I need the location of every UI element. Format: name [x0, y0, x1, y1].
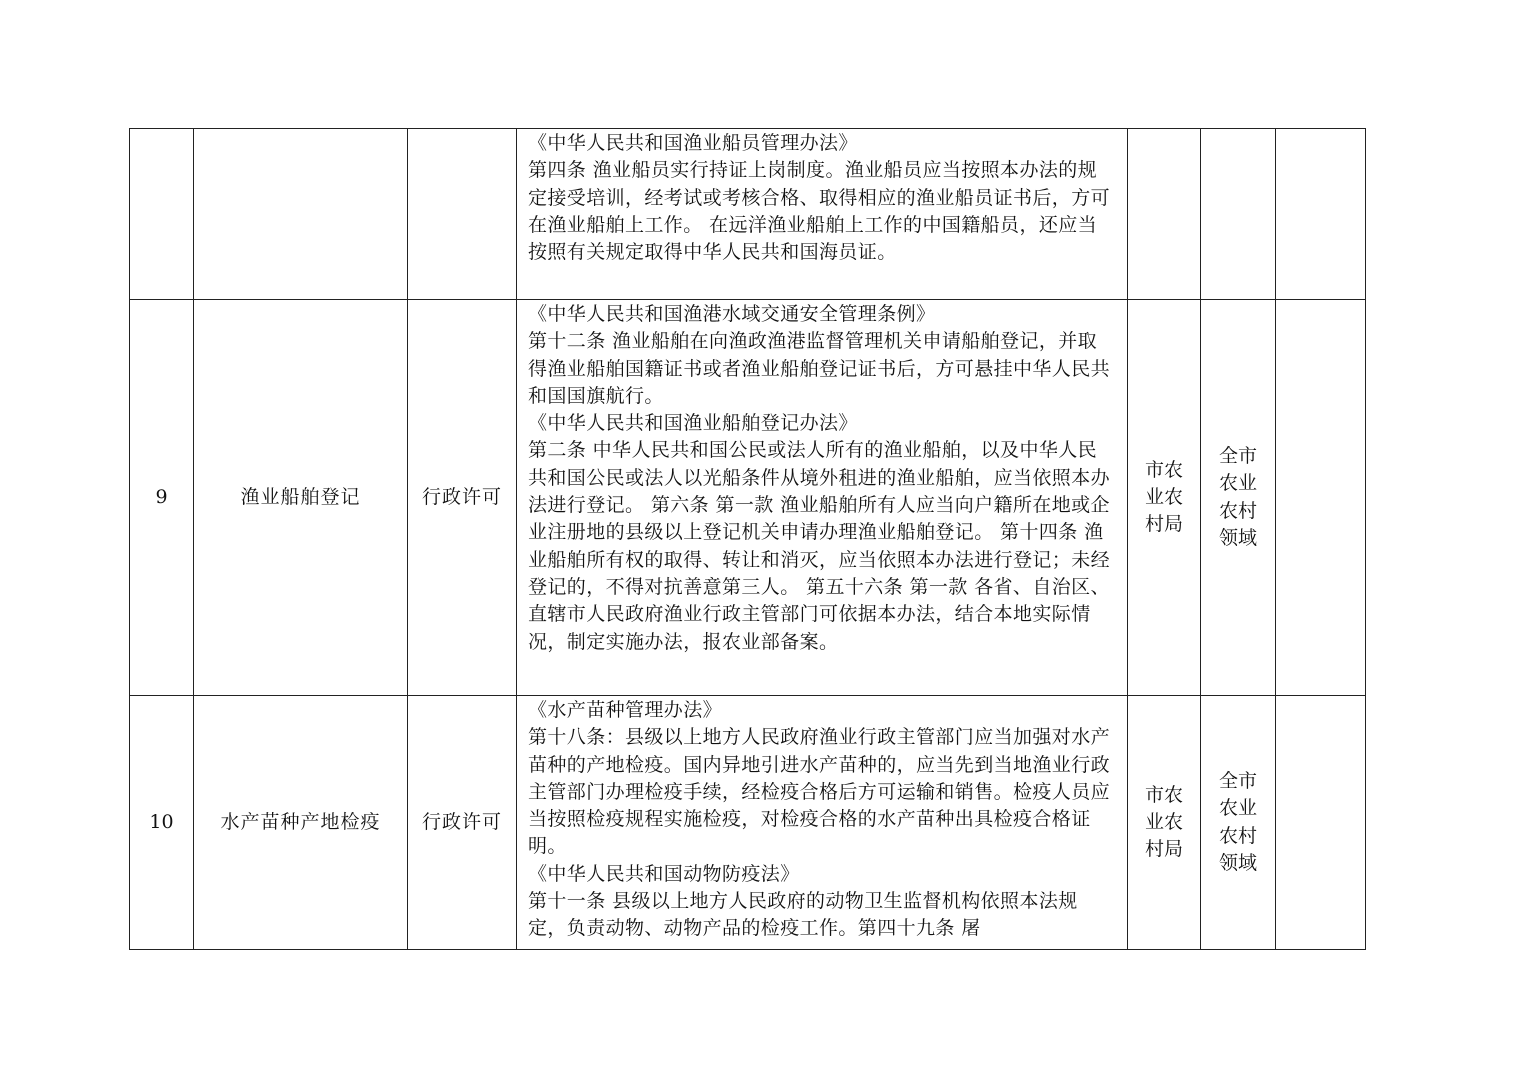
table-row	[130, 129, 1366, 300]
scope-line: 领域	[1218, 851, 1257, 874]
note-cell	[1276, 300, 1366, 696]
note-cell	[1276, 696, 1366, 950]
department-line: 业农	[1144, 810, 1183, 833]
table-row	[130, 300, 1366, 696]
scope-cell	[1201, 129, 1276, 300]
department-line: 市农	[1144, 783, 1183, 806]
item-type-cell	[408, 129, 517, 300]
department-line: 市农	[1144, 458, 1183, 481]
scope-cell	[1201, 300, 1276, 696]
item-name-cell: 渔业船舶登记	[194, 300, 408, 696]
item-number-cell	[130, 129, 194, 300]
scope-line: 农业	[1218, 472, 1257, 495]
legal-basis-cell: 《中华人民共和国渔业船员管理办法》 第四条 渔业船员实行持证上岗制度。渔业船员应当按照本办法的规定接受培训，经考试或考核合格、取得相应的渔业船员证书后，方可在渔业船舶上工作。 在远洋渔业船舶上工作的中国籍船员，还应当按照有关规定取得中华人民共和国海员证。	[517, 129, 1128, 300]
item-type-cell: 行政许可	[408, 300, 517, 696]
scope-line: 农业	[1218, 797, 1257, 820]
department-cell	[1128, 696, 1201, 950]
department-cell	[1128, 129, 1201, 300]
department-line: 村局	[1144, 513, 1183, 536]
scope-cell	[1201, 696, 1276, 950]
scope-line: 领域	[1218, 526, 1257, 549]
permit-table	[129, 128, 1366, 950]
item-name-cell	[194, 129, 408, 300]
scope-line: 全市	[1218, 444, 1257, 467]
scope-line: 农村	[1218, 499, 1257, 522]
table-row	[130, 696, 1366, 950]
item-type-cell: 行政许可	[408, 696, 517, 950]
scope-line: 农村	[1218, 824, 1257, 847]
department-line: 业农	[1144, 485, 1183, 508]
scope-line: 全市	[1218, 769, 1257, 792]
note-cell	[1276, 129, 1366, 300]
department-cell	[1128, 300, 1201, 696]
item-number-cell: 10	[130, 696, 194, 950]
item-name-cell: 水产苗种产地检疫	[194, 696, 408, 950]
legal-basis-cell: 《水产苗种管理办法》 第十八条：县级以上地方人民政府渔业行政主管部门应当加强对水产苗种的产地检疫。国内异地引进水产苗种的，应当先到当地渔业行政主管部门办理检疫手续，经检疫合格后方可运输和销售。检疫人员应当按照检疫规程实施检疫，对检疫合格的水产苗种出具检疫合格证明。 《中华人民共和国动物防疫法》 第十一条 县级以上地方人民政府的动物卫生监督机构依照本法规定，负责动物、动物产品的检疫工作。第四十九条 屠	[517, 696, 1128, 950]
item-number-cell: 9	[130, 300, 194, 696]
department-line: 村局	[1144, 838, 1183, 861]
legal-basis-cell: 《中华人民共和国渔港水域交通安全管理条例》 第十二条 渔业船舶在向渔政渔港监督管理机关申请船舶登记，并取得渔业船舶国籍证书或者渔业船舶登记证书后，方可悬挂中华人民共和国国旗航行。 《中华人民共和国渔业船舶登记办法》 第二条 中华人民共和国公民或法人所有的渔业船舶，以及中华人民共和国公民或法人以光船条件从境外租进的渔业船舶，应当依照本办法进行登记。 第六条 第一款 渔业船舶所有人应当向户籍所在地或企业注册地的县级以上登记机关申请办理渔业船舶登记。 第十四条 渔业船舶所有权的取得、转让和消灭，应当依照本办法进行登记；未经登记的，不得对抗善意第三人。 第五十六条 第一款 各省、自治区、直辖市人民政府渔业行政主管部门可依据本办法，结合本地实际情况，制定实施办法，报农业部备案。	[517, 300, 1128, 696]
